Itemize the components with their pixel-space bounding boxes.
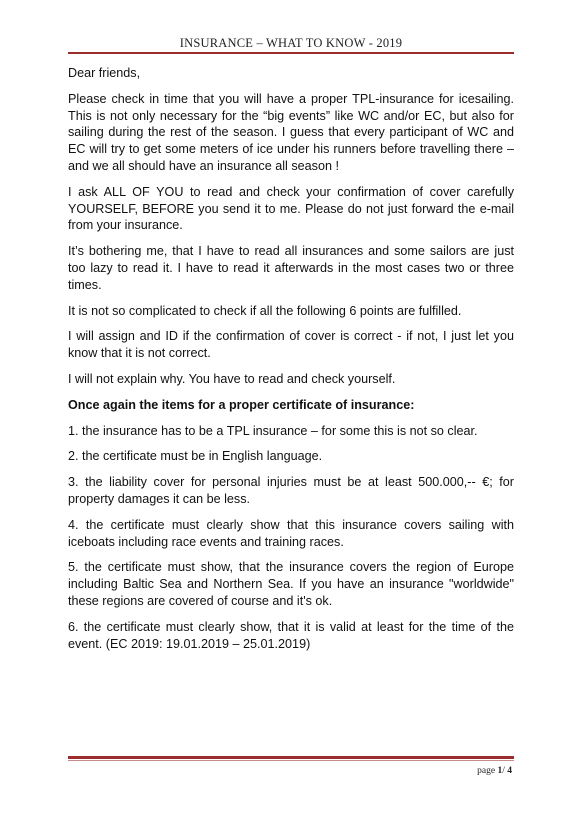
list-item: 6. the certificate must clearly show, that it is valid at least for the time of the event. (EC 2019: 19.01.2019 – 25.01.2019) bbox=[68, 619, 514, 651]
page-header-title: INSURANCE – WHAT TO KNOW - 2019 bbox=[179, 36, 403, 50]
header-divider bbox=[68, 52, 514, 54]
list-item: 4. the certificate must clearly show that this insurance covers sailing with iceboats including race events and training races. bbox=[68, 517, 514, 549]
paragraph: I will assign and ID if the confirmation of cover is correct - if not, I just let you know that it is not correct. bbox=[68, 329, 514, 361]
list-item: 5. the certificate must show, that the insurance covers the region of Europe including Baltic Sea and Northern Sea. If you have an insurance "worldwide" these regions are covered of course and it's ok. bbox=[68, 560, 514, 608]
footer-divider bbox=[68, 756, 514, 759]
page-current: 1 bbox=[497, 766, 503, 776]
paragraph: I ask ALL OF YOU to read and check your confirmation of cover carefully YOURSELF, BEFORE you send it to me. Please do not just forward the e-mail from your insurance. bbox=[68, 184, 514, 233]
paragraph: I will not explain why. You have to read and check yourself. bbox=[68, 371, 396, 386]
paragraph: It’s bothering me, that I have to read all insurances and some sailors are just too lazy to read it. I have to read it afterwards in the most cases two or three times. bbox=[68, 244, 514, 292]
page-label: page bbox=[477, 766, 496, 776]
footer-divider-thin bbox=[68, 760, 514, 761]
paragraph: Please check in time that you will have a proper TPL-insurance for icesailing. This is not only necessary for the “big events” like WC and/or EC, but also for sailing during the rest of the season. I guess that every participant of WC and EC will try to get some meters of ice under his runners before travelling there – and we all should have an insurance all season ! bbox=[68, 91, 514, 173]
greeting: Dear friends, bbox=[68, 66, 141, 80]
list-item: 2. the certificate must be in English language. bbox=[68, 449, 323, 464]
letter-body bbox=[68, 65, 514, 661]
list-item: 1. the insurance has to be a TPL insurance – for some this is not so clear. bbox=[68, 423, 478, 438]
page-total: 4 bbox=[507, 766, 512, 776]
list-item: 3. the liability cover for personal injuries must be at least 500.000,-- €; for property damages it can be less. bbox=[68, 475, 514, 506]
page-number bbox=[477, 766, 512, 776]
items-heading: Once again the items for a proper certificate of insurance: bbox=[68, 397, 415, 412]
paragraph: It is not so complicated to check if all the following 6 points are fulfilled. bbox=[68, 303, 462, 318]
page-separator: / bbox=[502, 766, 505, 776]
